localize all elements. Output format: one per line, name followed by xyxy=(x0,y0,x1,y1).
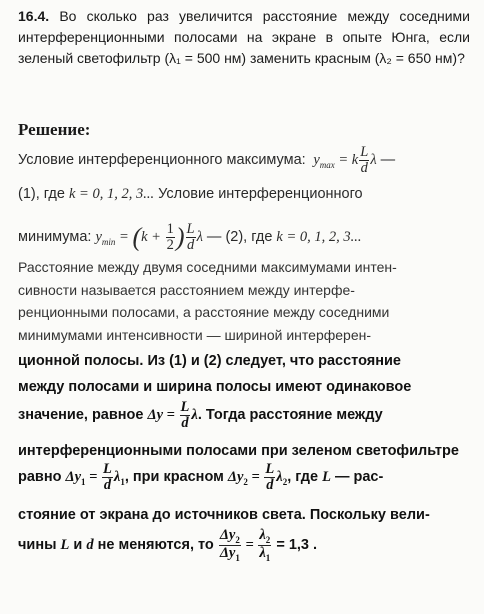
problem-statement xyxy=(18,6,470,69)
solution-line-13: стояние от экрана до источников света. Поскольку вели- xyxy=(18,507,430,523)
solution-heading: Решение: xyxy=(18,120,91,139)
solution-line-7: минимумами интенсивности — шириной интерферен- xyxy=(18,327,372,343)
formula-dy1: $\Delta y_1$ = $\frac{L}{d}$ $\lambda_1$ xyxy=(65,461,125,494)
formula-dy2: $\Delta y_2$ = $\frac{L}{d}$ $\lambda_2$ xyxy=(227,461,288,494)
solution-line-8: ционной полосы. Из (1) и (2) следует, что расстояние xyxy=(18,353,401,369)
solution-line-12: равно $\Delta y_1$ = $\frac{L}{d}$ $\lambda_1$, при красном $\Delta y_2$ = $\frac{L}{d}$ $\lambda_2$, где L — рас- xyxy=(18,461,384,494)
solution-line-9: между полосами и ширина полосы имеют одинаковое xyxy=(18,379,412,395)
problem-number: 16.4. xyxy=(18,8,50,24)
solution-line-1: Условие интерференционного максимума: $y_{max} = k$ $\frac{L}{d}$ λ — xyxy=(18,144,396,177)
formula-min: $y_{min} = (k$ + $\frac{1}{2}$ ) $\frac{L}{d}$ λ xyxy=(95,221,203,254)
solution-line-5: сивности называется расстоянием между интерфе- xyxy=(18,282,355,298)
solution-line-11: интерференционными полосами при зеленом светофильтре xyxy=(18,443,459,459)
solution-line-3: минимума: $y_{min} = (k$ + $\frac{1}{2}$ ) $\frac{L}{d}$ λ — (2), где k = 0, 1, 2, 3... xyxy=(18,221,362,254)
problem-text: Во сколько раз увеличится расстояние между соседними интерференционными полосами на экране в опыте Юнга, если зеленый светофильтр (λ₁ = 500 нм) заменить красным (λ₂ = 650 нм)? xyxy=(18,8,470,66)
solution-line-4: Расстояние между двумя соседними максимумами интен- xyxy=(18,259,397,275)
solution-line-2: (1), где k = 0, 1, 2, 3... Условие интерференционного xyxy=(18,186,363,202)
solution-line-6: ренционными полосами, а расстояние между соседними xyxy=(18,304,390,320)
formula-max: $y_{max} = k$ $\frac{L}{d}$ λ xyxy=(309,144,377,177)
formula-dy: Δy = $\frac{L}{d}$ λ xyxy=(147,399,198,432)
formula-ratio: $\frac{\Delta y_2}{\Delta y_1}$ = $\frac{\lambda_2}{\lambda_1}$ xyxy=(219,527,271,564)
solution-line-10: значение, равное Δy = $\frac{L}{d}$ λ. Тогда расстояние между xyxy=(18,399,383,432)
solution-line-14: чины L и d не меняются, то $\frac{\Delta y_2}{\Delta y_1}$ = $\frac{\lambda_2}{\lambda_1}$ = 1,3 . xyxy=(18,527,318,564)
